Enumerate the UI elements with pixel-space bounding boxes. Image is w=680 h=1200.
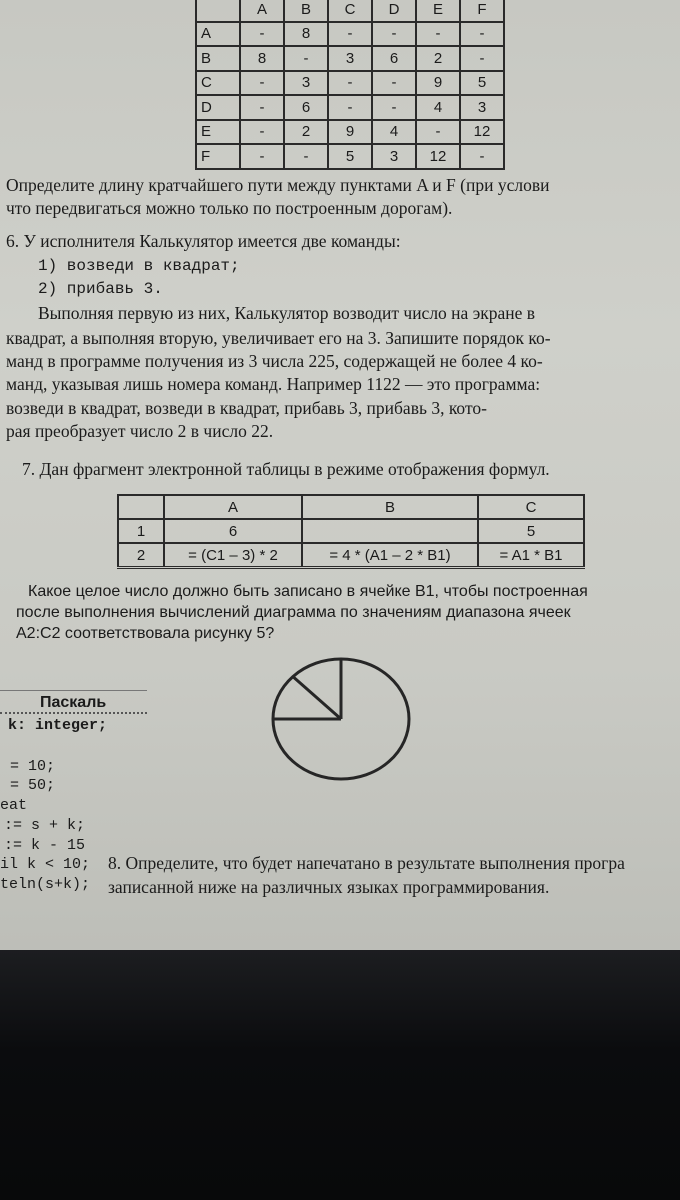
pascal-header-rule — [0, 712, 147, 714]
distance-table-cell: 12 — [416, 144, 460, 169]
distance-table-cell: 4 — [372, 120, 416, 145]
spreadsheet-col-header: B — [302, 495, 478, 519]
distance-table-cell: 4 — [416, 95, 460, 120]
task5-line2: что передвигаться можно только по построенным дорогам). — [6, 198, 453, 218]
distance-table-row-header: B — [196, 46, 240, 71]
distance-table-cell: - — [240, 95, 284, 120]
pascal-code-line: := k - 15 — [4, 837, 86, 854]
spreadsheet-cell: = (C1 – 3) * 2 — [164, 543, 302, 568]
distance-table-cell: 6 — [372, 46, 416, 71]
distance-table-cell: - — [328, 95, 372, 120]
distance-table-cell: - — [240, 120, 284, 145]
pie-chart-figure-5 — [268, 655, 414, 783]
spreadsheet-cell: = 4 * (A1 – 2 * B1) — [302, 543, 478, 568]
distance-table-row-header: E — [196, 120, 240, 145]
distance-table-cell: - — [460, 46, 504, 71]
distance-table — [195, 0, 505, 170]
distance-table-row-header: C — [196, 71, 240, 96]
distance-table-col-header — [196, 0, 240, 22]
spreadsheet-row-header: 1 — [118, 519, 164, 543]
distance-table-col-header: B — [284, 0, 328, 22]
distance-table-cell: - — [240, 71, 284, 96]
task6-text-line: манд, указывая лишь номера команд. Например 1122 — это программа: — [6, 374, 541, 394]
distance-table-cell: 2 — [416, 46, 460, 71]
task6-text-line: рая преобразует число 2 в число 22. — [6, 421, 274, 441]
distance-table-cell: 5 — [460, 71, 504, 96]
task8-line1: 8. Определите, что будет напечатано в результате выполнения програ — [108, 853, 625, 873]
distance-table-cell: 9 — [416, 71, 460, 96]
distance-table-cell: 2 — [284, 120, 328, 145]
dark-background — [0, 950, 680, 1200]
distance-table-header — [196, 0, 504, 22]
distance-table-col-header: A — [240, 0, 284, 22]
distance-table-cell: - — [328, 71, 372, 96]
spreadsheet-row — [118, 543, 584, 568]
spreadsheet-header-row — [118, 495, 584, 519]
distance-table-cell: 9 — [328, 120, 372, 145]
task5-line1: Определите длину кратчайшего пути между пунктами A и F (при услови — [6, 175, 550, 195]
pascal-code-line: = 10; — [10, 758, 56, 775]
spreadsheet-row — [118, 519, 584, 543]
pie-slice-divider — [293, 677, 341, 719]
pascal-code-line: = 50; — [10, 777, 56, 794]
task6-text-line: манд в программе получения из 3 числа 225, содержащей не более 4 ко- — [6, 351, 543, 371]
distance-table-cell: 12 — [460, 120, 504, 145]
spreadsheet-cell: 6 — [164, 519, 302, 543]
distance-table-cell: 3 — [460, 95, 504, 120]
distance-table-cell: - — [284, 144, 328, 169]
task6-command-1: 1) возведи в квадрат; — [38, 257, 240, 275]
distance-table-row — [196, 46, 504, 71]
distance-table-cell: 3 — [328, 46, 372, 71]
task6-text-line: возведи в квадрат, возведи в квадрат, прибавь 3, прибавь 3, кото- — [6, 398, 487, 418]
distance-table-col-header: D — [372, 0, 416, 22]
distance-table-cell: - — [284, 46, 328, 71]
distance-table-cell: 3 — [284, 71, 328, 96]
task7-heading: 7. Дан фрагмент электронной таблицы в режиме отображения формул. — [22, 459, 550, 479]
spreadsheet-col-header: C — [478, 495, 584, 519]
task6-text-line: Выполняя первую из них, Калькулятор возводит число на экране в — [38, 303, 535, 323]
distance-table-cell: - — [372, 95, 416, 120]
distance-table-cell: - — [372, 22, 416, 47]
pascal-header: Паскаль — [40, 694, 107, 711]
task6-command-2: 2) прибавь 3. — [38, 280, 163, 298]
pascal-code-line: il k < 10; — [0, 856, 91, 873]
distance-table-row-header: A — [196, 22, 240, 47]
distance-table-cell: 3 — [372, 144, 416, 169]
distance-table-cell: - — [240, 144, 284, 169]
pascal-top-rule — [0, 690, 147, 691]
distance-table-col-header: E — [416, 0, 460, 22]
task7-question-line: A2:C2 соответствовала рисунку 5? — [16, 625, 275, 642]
spreadsheet-cell — [302, 519, 478, 543]
distance-table-cell: 8 — [284, 22, 328, 47]
distance-table-row — [196, 22, 504, 47]
distance-table-row-header: D — [196, 95, 240, 120]
distance-table-cell: 6 — [284, 95, 328, 120]
distance-table-cell: - — [460, 22, 504, 47]
distance-table-row — [196, 95, 504, 120]
distance-table-cell: - — [416, 120, 460, 145]
distance-table-row-header: F — [196, 144, 240, 169]
spreadsheet-row-header: 2 — [118, 543, 164, 568]
task6-text-line: квадрат, а выполняя вторую, увеличивает его на 3. Запишите порядок ко- — [6, 328, 551, 348]
distance-table-cell: - — [460, 144, 504, 169]
task7-question-line: после выполнения вычислений диаграмма по значениям диапазона ячеек — [16, 604, 571, 621]
spreadsheet-col-header: A — [164, 495, 302, 519]
task8-line2: записанной ниже на различных языках программирования. — [108, 877, 550, 897]
distance-table-cell: - — [372, 71, 416, 96]
distance-table-row — [196, 120, 504, 145]
pascal-code-line: := s + k; — [4, 817, 86, 834]
pascal-code-line: teln(s+k); — [0, 876, 91, 893]
distance-table-cell: 5 — [328, 144, 372, 169]
spreadsheet-fragment — [117, 494, 585, 569]
spreadsheet-cell: = A1 * B1 — [478, 543, 584, 568]
distance-table-cell: - — [328, 22, 372, 47]
distance-table-cell: - — [416, 22, 460, 47]
distance-table-col-header: F — [460, 0, 504, 22]
pascal-code-line: k: integer; — [8, 717, 108, 734]
distance-table-row — [196, 71, 504, 96]
distance-table-cell: - — [240, 22, 284, 47]
distance-table-col-header: C — [328, 0, 372, 22]
task6-heading: 6. У исполнителя Калькулятор имеется две команды: — [6, 231, 401, 251]
task7-question-line: Какое целое число должно быть записано в ячейке B1, чтобы построенная — [28, 583, 588, 600]
spreadsheet-col-header — [118, 495, 164, 519]
pascal-code-line: eat — [0, 797, 28, 814]
distance-table-cell: 8 — [240, 46, 284, 71]
distance-table-row — [196, 144, 504, 169]
spreadsheet-cell: 5 — [478, 519, 584, 543]
